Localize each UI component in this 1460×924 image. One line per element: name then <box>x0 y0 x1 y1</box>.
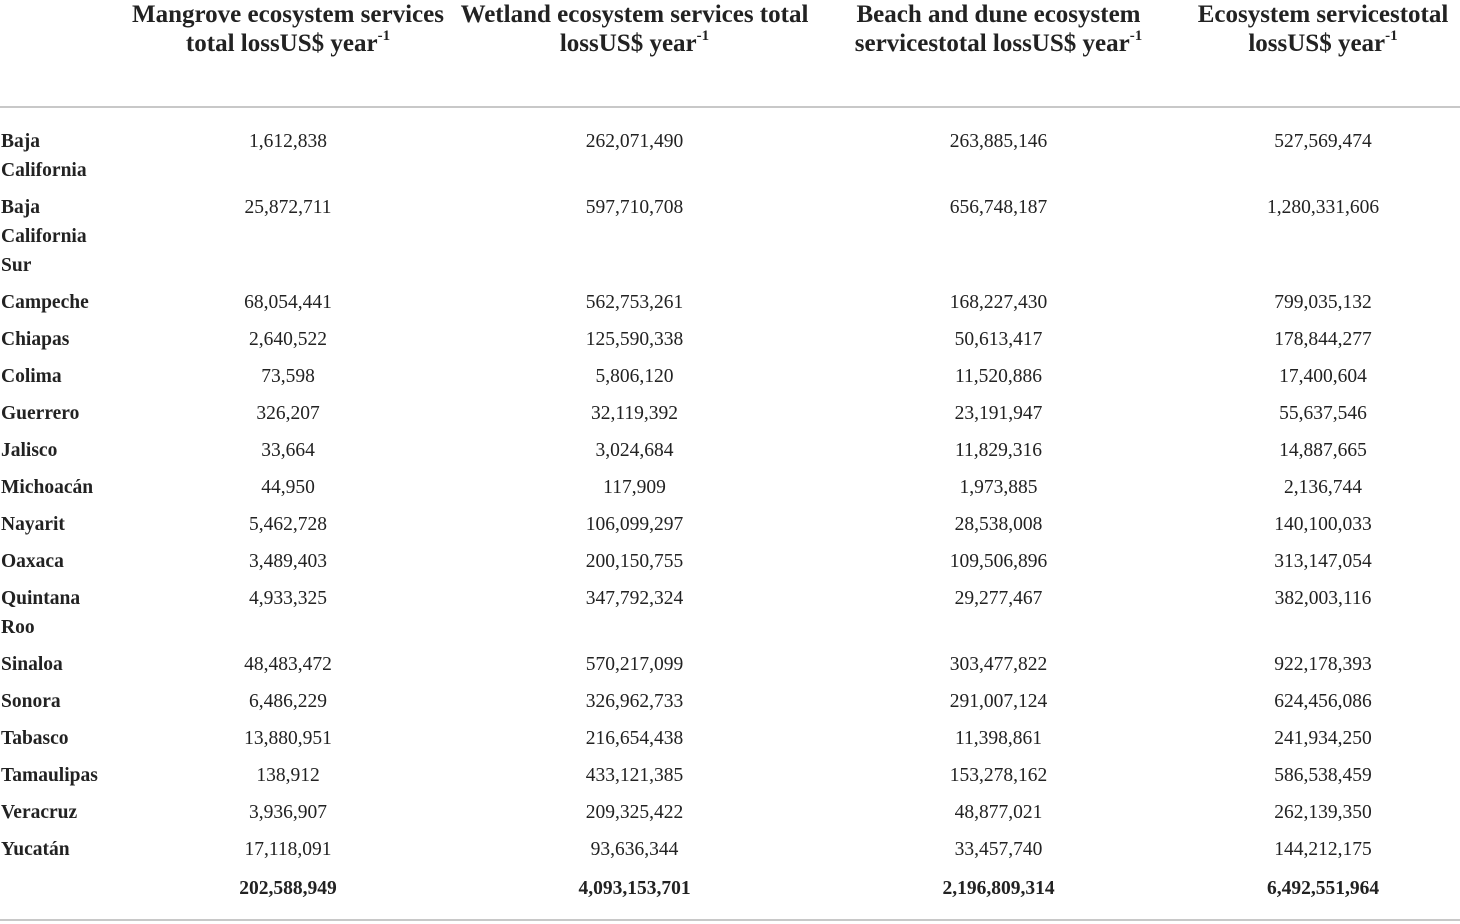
total-loss-cell: 14,887,665 <box>1279 440 1367 461</box>
wetland-loss-cell: 562,753,261 <box>585 292 684 313</box>
beach-dune-loss-cell: 11,520,886 <box>954 366 1043 387</box>
beach-dune-loss-cell: 291,007,124 <box>949 691 1048 712</box>
wetland-loss-cell: 216,654,438 <box>585 728 684 749</box>
total-mangrove-loss-cell: 202,588,949 <box>118 868 458 920</box>
beach-dune-loss-cell: 153,278,162 <box>949 765 1048 786</box>
table-row <box>0 720 1460 757</box>
mangrove-loss-cell: 44,950 <box>261 477 315 498</box>
wetland-loss-cell: 326,962,733 <box>585 691 684 712</box>
state-column-header <box>0 0 118 107</box>
wetland-loss-cell: 200,150,755 <box>585 551 684 572</box>
table-row <box>0 646 1460 683</box>
table-row <box>0 469 1460 506</box>
table-row <box>0 107 1460 189</box>
mangrove-loss-cell: 6,486,229 <box>249 691 327 712</box>
mangrove-loss-cell: 3,936,907 <box>249 802 327 823</box>
wetland-loss-cell: 125,590,338 <box>585 329 684 350</box>
beach-dune-loss-cell: 48,877,021 <box>954 802 1043 823</box>
table-row <box>0 358 1460 395</box>
state-cell: Colima <box>1 366 62 387</box>
wetland-loss-cell: 32,119,392 <box>590 403 679 424</box>
state-cell: Nayarit <box>1 514 65 535</box>
total-loss-cell: 55,637,546 <box>1279 403 1367 424</box>
table-row <box>0 284 1460 321</box>
header-row <box>0 0 1460 107</box>
state-cell: Tamaulipas <box>1 765 98 786</box>
state-cell: Guerrero <box>1 403 80 424</box>
wetland-loss-cell: 93,636,344 <box>590 839 679 860</box>
total-loss-cell: 527,569,474 <box>1274 131 1372 152</box>
wetland-loss-cell: 570,217,099 <box>585 654 684 675</box>
total-loss-cell: 17,400,604 <box>1279 366 1367 387</box>
beach-dune-loss-cell: 50,613,417 <box>954 329 1043 350</box>
state-cell: Baja California Sur <box>1 197 87 276</box>
table-body <box>0 107 1460 920</box>
mangrove-loss-cell: 138,912 <box>256 765 320 786</box>
total-loss-header <box>1186 0 1460 107</box>
mangrove-loss-cell: 25,872,711 <box>244 197 332 218</box>
header-exponent: -1 <box>1129 27 1143 44</box>
wetland-loss-cell: 209,325,422 <box>585 802 684 823</box>
beach-dune-loss-cell: 23,191,947 <box>954 403 1043 424</box>
table-row <box>0 189 1460 284</box>
mangrove-loss-cell: 17,118,091 <box>244 839 332 860</box>
table-row <box>0 543 1460 580</box>
beach-dune-loss-cell: 263,885,146 <box>949 131 1048 152</box>
total-loss-cell: 241,934,250 <box>1274 728 1372 749</box>
mangrove-loss-cell: 48,483,472 <box>244 654 332 675</box>
state-cell: Veracruz <box>1 802 78 823</box>
table-row <box>0 757 1460 794</box>
beach-dune-loss-cell: 109,506,896 <box>949 551 1048 572</box>
beach-dune-loss-cell: 1,973,885 <box>959 477 1038 498</box>
header-exponent: -1 <box>696 27 710 44</box>
total-wetland-loss-cell: 4,093,153,701 <box>458 868 811 920</box>
wetland-loss-cell: 597,710,708 <box>585 197 684 218</box>
wetland-loss-cell: 106,099,297 <box>585 514 684 535</box>
total-loss-cell: 144,212,175 <box>1274 839 1372 860</box>
wetland-loss-cell: 117,909 <box>603 477 666 498</box>
state-cell: Sinaloa <box>1 654 63 675</box>
header-label: Mangrove ecosystem services total lossUS$ year <box>132 1 444 57</box>
state-cell: Campeche <box>1 292 89 313</box>
beach-dune-loss-cell: 11,398,861 <box>954 728 1043 749</box>
total-loss-cell: 178,844,277 <box>1274 329 1372 350</box>
wetland-loss-cell: 347,792,324 <box>585 588 684 609</box>
state-cell: Oaxaca <box>1 551 64 572</box>
header-label: Wetland ecosystem services total lossUS$ year <box>460 1 809 57</box>
total-loss-cell: 624,456,086 <box>1274 691 1372 712</box>
total-loss-cell: 922,178,393 <box>1274 654 1372 675</box>
table-row <box>0 506 1460 543</box>
mangrove-loss-cell: 326,207 <box>256 403 320 424</box>
header-label: Beach and dune ecosystem servicestotal lossUS$ year <box>854 1 1141 57</box>
wetland-loss-cell: 262,071,490 <box>585 131 684 152</box>
wetland-loss-cell: 433,121,385 <box>585 765 684 786</box>
state-cell: Sonora <box>1 691 61 712</box>
beach-dune-loss-cell: 29,277,467 <box>954 588 1043 609</box>
total-loss-cell: 1,280,331,606 <box>1266 197 1380 218</box>
beach-dune-loss-cell: 168,227,430 <box>949 292 1048 313</box>
header-label: Ecosystem servicestotal lossUS$ year <box>1197 1 1449 57</box>
mangrove-loss-cell: 33,664 <box>261 440 315 461</box>
total-total-loss-cell: 6,492,551,964 <box>1186 868 1460 920</box>
table-row <box>0 683 1460 720</box>
table-row <box>0 432 1460 469</box>
mangrove-loss-cell: 3,489,403 <box>249 551 327 572</box>
beach-dune-loss-header <box>811 0 1186 107</box>
mangrove-loss-cell: 4,933,325 <box>249 588 327 609</box>
wetland-loss-cell: 5,806,120 <box>595 366 674 387</box>
mangrove-loss-cell: 5,462,728 <box>249 514 327 535</box>
state-cell: Chiapas <box>1 329 70 350</box>
table-row <box>0 794 1460 831</box>
state-cell: Baja California <box>1 131 87 181</box>
state-cell: Michoacán <box>1 477 94 498</box>
table-row <box>0 321 1460 358</box>
beach-dune-loss-cell: 33,457,740 <box>954 839 1043 860</box>
mangrove-loss-cell: 2,640,522 <box>249 329 327 350</box>
total-loss-cell: 2,136,744 <box>1284 477 1362 498</box>
total-loss-cell: 262,139,350 <box>1274 802 1372 823</box>
state-cell: Quintana Roo <box>1 588 81 638</box>
beach-dune-loss-cell: 11,829,316 <box>954 440 1043 461</box>
mangrove-loss-cell: 1,612,838 <box>249 131 327 152</box>
total-loss-cell: 313,147,054 <box>1274 551 1372 572</box>
mangrove-loss-cell: 13,880,951 <box>244 728 332 749</box>
wetland-loss-header <box>458 0 811 107</box>
totals-row <box>0 868 1460 920</box>
table-row <box>0 395 1460 432</box>
mangrove-loss-cell: 73,598 <box>261 366 315 387</box>
table-row <box>0 831 1460 868</box>
mangrove-loss-cell: 68,054,441 <box>244 292 332 313</box>
state-cell: Tabasco <box>1 728 69 749</box>
total-loss-cell: 799,035,132 <box>1274 292 1372 313</box>
table-header <box>0 0 1460 107</box>
header-exponent: -1 <box>377 27 391 44</box>
beach-dune-loss-cell: 656,748,187 <box>949 197 1048 218</box>
beach-dune-loss-cell: 303,477,822 <box>949 654 1048 675</box>
total-loss-cell: 140,100,033 <box>1274 514 1372 535</box>
state-cell: Yucatán <box>1 839 70 860</box>
table-row <box>0 580 1460 646</box>
mangrove-loss-header <box>118 0 458 107</box>
total-loss-cell: 586,538,459 <box>1274 765 1372 786</box>
wetland-loss-cell: 3,024,684 <box>595 440 674 461</box>
total-beach-dune-loss-cell: 2,196,809,314 <box>811 868 1186 920</box>
beach-dune-loss-cell: 28,538,008 <box>954 514 1043 535</box>
state-cell: Jalisco <box>1 440 58 461</box>
header-exponent: -1 <box>1385 27 1398 44</box>
total-state-cell <box>0 868 118 920</box>
total-loss-cell: 382,003,116 <box>1274 588 1372 609</box>
